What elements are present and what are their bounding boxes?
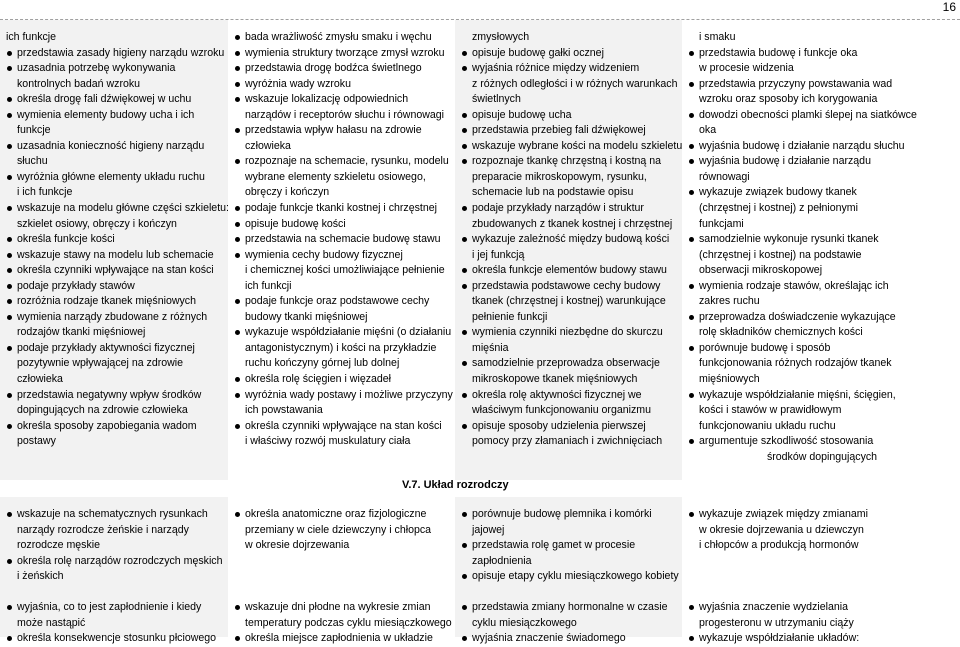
requirement-item: wymienia struktury tworzące zmysł wzroku [234,46,451,62]
requirement-continuation: środków dopingujących [766,450,878,463]
requirement-item: wyjaśnia budowę i działanie narządu [688,154,956,170]
requirement-item: wykazuje związek między zmianami [688,507,956,523]
requirement-item: wykazuje współdziałanie mięśni (o działaniu [234,325,451,341]
requirement-item: przedstawia przyczyny powstawania wad [688,77,956,93]
requirement-continuation: w okresie dojrzewania [245,539,350,552]
upper-column-2 [228,20,455,480]
requirement-continuation: mięśniowych [699,373,760,386]
requirement-item: podaje przykłady aktywności fizycznej [6,341,224,357]
requirement-continuation: szkielet osiowy, obręczy i kończyn [17,217,177,230]
blank-line [688,585,956,601]
requirement-continuation: schemacie lub na podstawie opisu [472,186,634,199]
blank-line [234,585,451,601]
requirement-item: uzasadnia konieczność higieny narządu [6,139,224,155]
requirement-item: określa sposoby zapobiegania wadom [6,419,224,435]
blank-line [688,569,956,585]
requirement-continuation: zbudowanych z tkanek kostnej i chrzęstnej [472,217,673,230]
requirement-continuation: właściwym funkcjonowaniu organizmu [472,404,651,417]
requirement-item: określa anatomiczne oraz fizjologiczne [234,507,451,523]
requirement-continuation: świetlnych [472,93,521,106]
requirement-continuation: zmysłowych [472,31,530,43]
requirement-continuation: obserwacji mikroskopowej [699,264,823,277]
upper-column-4 [682,20,960,480]
requirement-item: określa czynniki wpływające na stan kości [6,263,224,279]
requirement-item: przedstawia podstawowe cechy budowy [461,279,678,295]
requirement-item: przedstawia drogę bodźca świetlnego [234,61,451,77]
requirement-item: samodzielnie wykonuje rysunki tkanek [688,232,956,248]
requirement-continuation: jajowej [472,523,505,536]
requirement-continuation: preparacie mikroskopowym, rysunku, [472,170,647,183]
requirement-item: określa czynniki wpływające na stan kości [234,419,451,435]
requirement-continuation: progesteronu w utrzymaniu ciąży [699,616,854,629]
requirement-item: podaje funkcje oraz podstawowe cechy [234,294,451,310]
requirement-item: przedstawia rolę gamet w procesie [461,538,678,554]
requirement-continuation: pomocy przy złamaniach i zwichnięciach [472,435,663,448]
requirement-continuation: równowagi [699,170,750,183]
requirement-item: określa funkcje kości [6,232,224,248]
requirement-item: wymienia narządy zbudowane z różnych [6,310,224,326]
requirement-continuation: (chrzęstnej i kostnej) na podstawie [699,248,862,261]
requirement-item: rozpoznaje tkankę chrzęstną i kostną na [461,154,678,170]
requirement-continuation: funkcjonowaniu układu ruchu [699,419,836,432]
requirement-continuation: funkcjonowania różnych rodzajów tkanek [699,357,892,370]
requirement-continuation: i jej funkcją [472,248,525,261]
requirement-item: wyjaśnia różnice między widzeniem [461,61,678,77]
requirement-item: przedstawia przebieg fali dźwiękowej [461,123,678,139]
requirement-item: wymienia czynniki niezbędne do skurczu [461,325,678,341]
requirement-item: wykazuje zależność między budową kości [461,232,678,248]
requirement-continuation: mikroskopowe tkanek mięśniowych [472,373,638,386]
requirement-item: określa konsekwencje stosunku płciowego [6,631,224,647]
requirement-item: wskazuje dni płodne na wykresie zmian [234,600,451,616]
requirement-continuation: i chłopców a produkcją hormonów [699,539,859,552]
requirement-item: wyróżnia główne elementy układu ruchu [6,170,224,186]
requirement-continuation: ich funkcje [6,31,57,43]
requirement-item: bada wrażliwość zmysłu smaku i węchu [234,30,451,46]
requirement-item: wyjaśnia budowę i działanie narządu słuchu [688,139,956,155]
requirement-item: porównuje budowę i sposób [688,341,956,357]
requirement-continuation: funkcjami [699,217,744,230]
requirement-item: rozróżnia rodzaje tkanek mięśniowych [6,294,224,310]
requirement-item: określa rolę narządów rozrodczych męskich [6,554,224,570]
requirement-continuation: tkanek (chrzęstnej i kostnej) warunkujące [472,295,666,308]
lower-column-1 [0,497,228,645]
requirement-continuation: w procesie widzenia [699,62,794,75]
requirement-item: wskazuje na schematycznych rysunkach [6,507,224,523]
requirement-continuation: rodzajów tkanki mięśniowej [17,326,146,339]
requirement-item: uzasadnia potrzebę wykonywania [6,61,224,77]
requirement-continuation: obręczy i kończyn [245,186,330,199]
requirement-item: wskazuje wybrane kości na modelu szkieletu [461,139,678,155]
requirement-item: przedstawia zasady higieny narządu wzroku [6,46,224,62]
requirement-continuation: ich funkcji [245,279,292,292]
requirement-continuation: rolę składników chemicznych kości [699,326,863,339]
requirement-continuation: człowieka [17,373,63,386]
requirement-item: porównuje budowę plemnika i komórki [461,507,678,523]
requirement-item: wyjaśnia znaczenie świadomego [461,631,678,647]
requirement-continuation: cyklu miesiączkowego [472,616,577,629]
requirement-item: podaje funkcje tkanki kostnej i chrzęstnej [234,201,451,217]
requirement-continuation: zapłodnienia [472,554,532,567]
requirement-continuation: rozrodcze męskie [17,539,101,552]
requirement-item: przedstawia wpływ hałasu na zdrowie [234,123,451,139]
requirement-continuation: postawy [17,435,56,448]
requirement-continuation: i właściwy rozwój muskulatury ciała [245,435,411,448]
requirement-continuation: (chrzęstnej i kostnej) z pełnionymi [699,202,858,215]
lower-column-2 [228,497,455,645]
requirement-item: określa rolę ścięgien i więzadeł [234,372,451,388]
requirement-continuation: słuchu [17,155,48,168]
upper-column-1 [0,20,228,480]
requirement-item: wyróżnia wady postawy i możliwe przyczyny [234,388,451,404]
requirement-continuation: człowieka [245,139,291,152]
lower-column-3 [455,497,682,645]
requirement-item: określa rolę aktywności fizycznej we [461,388,678,404]
upper-column-3 [455,20,682,480]
requirement-continuation: wzroku oraz sposoby ich korygowania [699,93,878,106]
requirement-item: podaje przykłady narządów i struktur [461,201,678,217]
requirement-item: wyjaśnia znaczenie wydzielania [688,600,956,616]
requirement-item: wyróżnia wady wzroku [234,77,451,93]
requirement-continuation: oka [699,124,717,137]
requirement-continuation: narządy rozrodcze żeńskie i narządy [17,523,189,536]
blank-line [234,554,451,570]
requirement-continuation: budowy tkanki mięśniowej [245,310,368,323]
requirement-continuation: pozytywnie wpływającej na zdrowie [17,357,184,370]
requirement-item: opisuje etapy cyklu miesiączkowego kobiety [461,569,678,585]
requirement-item: określa miejsce zapłodnienia w układzie [234,631,451,647]
requirement-item: wskazuje na modelu główne części szkieletu: [6,201,224,217]
requirement-item: wymienia rodzaje stawów, określając ich [688,279,956,295]
requirement-continuation: dopingujących na zdrowie człowieka [17,404,188,417]
requirement-continuation: i ich funkcje [17,186,73,199]
requirement-continuation: funkcje [17,124,51,137]
blank-line [688,554,956,570]
requirement-continuation: ruchu kończyny górnej lub dolnej [245,357,400,370]
requirement-item: opisuje budowę ucha [461,108,678,124]
requirement-item: przeprowadza doświadczenie wykazujące [688,310,956,326]
requirement-continuation: i żeńskich [17,570,64,583]
requirement-continuation: antagonistycznym) i kości na przykładzie [245,341,437,354]
page-number: 16 [942,0,956,14]
requirement-continuation: kontrolnych badań wzroku [17,77,141,90]
requirement-continuation: kości i stawów w prawidłowym [699,404,842,417]
requirement-item: opisuje budowę gałki ocznej [461,46,678,62]
requirement-item: określa drogę fali dźwiękowej w uchu [6,92,224,108]
requirement-continuation: narządów i receptorów słuchu i równowagi [245,108,445,121]
requirement-continuation: przemiany w ciele dziewczyny i chłopca [245,523,432,536]
requirement-item: określa funkcje elementów budowy stawu [461,263,678,279]
blank-line [234,569,451,585]
requirement-item: przedstawia zmiany hormonalne w czasie [461,600,678,616]
requirement-item: przedstawia budowę i funkcje oka [688,46,956,62]
requirement-item: dowodzi obecności plamki ślepej na siatkówce [688,108,956,124]
requirement-item: podaje przykłady stawów [6,279,224,295]
requirement-item: rozpoznaje na schemacie, rysunku, modelu [234,154,451,170]
requirement-item: wykazuje współdziałanie układów: [688,631,956,647]
requirement-item: wykazuje współdziałanie mięśni, ścięgien, [688,388,956,404]
requirement-item: opisuje sposoby udzielenia pierwszej [461,419,678,435]
requirement-continuation: ich powstawania [245,404,323,417]
section-title: V.7. Układ rozrodczy [402,479,509,491]
requirement-continuation: w okresie dojrzewania u dziewczyn [699,523,864,536]
requirement-item: argumentuje szkodliwość stosowania [688,434,956,450]
requirement-item: przedstawia negatywny wpływ środków [6,388,224,404]
requirement-continuation: wybrane elementy szkieletu osiowego, [245,170,426,183]
requirement-continuation: i chemicznej kości umożliwiające pełnienie [245,264,445,277]
blank-line [6,585,224,601]
requirement-continuation: z różnych odległości i w różnych warunkach [472,77,678,90]
requirement-item: opisuje budowę kości [234,217,451,233]
requirement-continuation: pełnienie funkcji [472,310,548,323]
blank-line [461,585,678,601]
requirement-item: wskazuje stawy na modelu lub schemacie [6,248,224,264]
requirement-continuation: temperatury podczas cyklu miesiączkowego [245,616,452,629]
requirement-item: wyjaśnia, co to jest zapłodnienie i kiedy [6,600,224,616]
requirement-item: wskazuje lokalizację odpowiednich [234,92,451,108]
requirement-continuation: zakres ruchu [699,295,760,308]
requirement-item: wymienia cechy budowy fizycznej [234,248,451,264]
lower-column-4 [682,497,960,645]
requirement-item: przedstawia na schemacie budowę stawu [234,232,451,248]
requirement-continuation: może nastąpić [17,616,86,629]
requirement-item: samodzielnie przeprowadza obserwacje [461,356,678,372]
requirement-item: wykazuje związek budowy tkanek [688,185,956,201]
requirement-continuation: mięśnia [472,341,509,354]
requirement-continuation: i smaku [699,31,736,43]
requirement-item: wymienia elementy budowy ucha i ich [6,108,224,124]
